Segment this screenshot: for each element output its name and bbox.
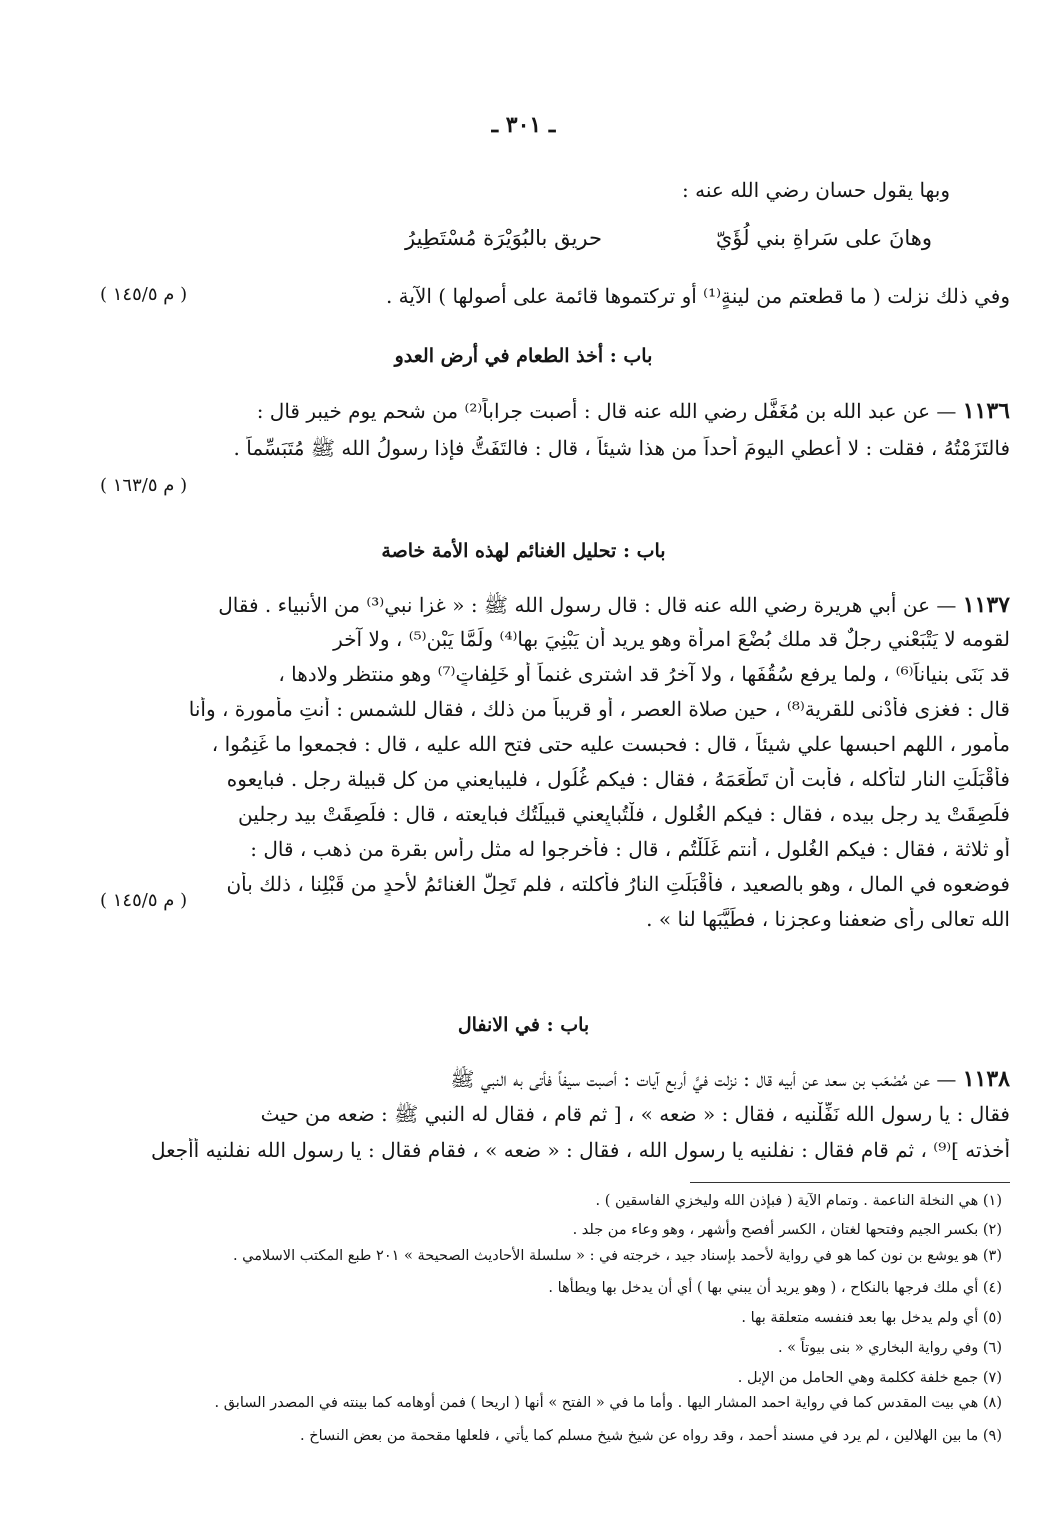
section2-reference: ( م ١٤٥/٥ ) [100, 890, 188, 911]
hadith-number: ١١٣٨ [962, 1066, 1010, 1092]
section-title-2: باب : تحليل الغنائم لهذه الأمة خاصة [381, 540, 666, 562]
hadith-1138-line-1 [100, 1066, 1010, 1096]
intro-line-3: وفي ذلك نزلت ( ما قطعتم من لينةٍ⁽¹⁾ أو تركتموها قائمة على أصولها ) الآية . [385, 284, 1010, 308]
hadith-1137-line-2: لقومه لا يَتْبَعْني رجلٌ قد ملك بُضْعَ امرأة وهو يريد أن يَبْنِيَ بها⁽⁴⁾ ولَمَّا يَبْنِ⁽⁵⁾ ، ولا آخر [333, 627, 1010, 651]
intro-line-1: وبها يقول حسان رضي الله عنه : [682, 178, 950, 202]
footnote-6: (٦) وفي رواية البخاري « بنى بيوتاً » . [777, 1340, 1002, 1356]
footnote-3: (٣) هو يوشع بن نون كما هو في رواية لأحمد بإسناد جيد ، خرجته في : « سلسلة الأحاديث الصحيحة » ٢٠١ طبع المكتب الاسلامي . [232, 1248, 1002, 1264]
hadith-text: — عن مُصْعَب بن سعد عن أبيه قال : نزلت فيَّ أربع آيات : أصبت سيفاً فأتى به النبي ﷺ [450, 1067, 957, 1091]
verse-hemistich-b: حريق بالبُوَيْرَة مُسْتَطِيرُ [404, 226, 602, 250]
hadith-1137-line-10: الله تعالى رأى ضعفنا وعجزنا ، فطَيَّبَها لنا » . [646, 907, 1010, 931]
hadith-1137-line-9: فوضعوه في المال ، وهو بالصعيد ، فأقْبَلَتِ النارُ فأكلته ، فلم تَحِلَّ الغنائمُ لأحدٍ من قَبْلِنا ، ذلك بأن [226, 872, 1010, 896]
footnote-divider [690, 1182, 1010, 1183]
hadith-1136-line-2: فالتَزَمْتُهُ ، فقلت : لا أعطي اليومَ أحداً من هذا شيئاً ، قال : فالتَفَتُّ فإذا رسولُ الله ﷺ مُتَبَسِّماً . [233, 436, 1010, 460]
footnote-8: (٨) هي بيت المقدس كما في رواية احمد المشار اليها . وأما ما في « الفتح » أنها ( اريحا ) فمن أوهامه كما بينته في المصدر السابق . [214, 1395, 1002, 1411]
footnote-1: (١) هي النخلة الناعمة . وتمام الآية ( فبإذن الله وليخزي الفاسقين ) . [595, 1193, 1002, 1209]
hadith-1137-line-8: أو ثلاثة ، فقال : فيكم الغُلول ، أنتم غَلَلْتُم ، قال : فأخرجوا له مثل رأس بقرة من ذهب ، قال : [250, 837, 1010, 861]
footnote-2: (٢) بكسر الجيم وفتحها لغتان ، الكسر أفصح وأشهر ، وهو وعاء من جلد . [572, 1222, 1002, 1238]
hadith-1137-line-7: فلَصِقَتْ يد رجل بيده ، فقال : فيكم الغُلول ، فلْتُبايِعني قبيلَتُك فبايعته ، قال : فلَصِقَتْ بيد رجلين [238, 802, 1010, 826]
hadith-1138-line-3: أخذته ]⁽⁹⁾ ، ثم قام فقال : نفلنيه يا رسول الله ، فقال : « ضعه » ، فقام فقال : يا رسول الله نفلنيه أأجعل [150, 1138, 1010, 1162]
hadith-1138-line-2: فقال : يا رسول الله نَفِّلْنيه ، فقال : « ضعه » ، [ ثم قام ، فقال له النبي ﷺ : ضعه من حيث [260, 1102, 1010, 1126]
hadith-text: — عن عبد الله بن مُغَفَّل رضي الله عنه قال : أصبت جراباً⁽²⁾ من شحم يوم خيبر قال : [256, 399, 957, 423]
verse-hemistich-a: وهانَ على سَراةِ بني لُؤَيّ [715, 226, 932, 250]
hadith-1137-line-1 [100, 592, 1010, 622]
hadith-number: ١١٣٧ [962, 592, 1010, 618]
hadith-1137-line-4: قال : فغزى فأدْنى للقرية⁽⁸⁾ ، حين صلاة العصر ، أو قريباً من ذلك ، فقال للشمس : أنتِ مأمورة ، وأنا [188, 697, 1010, 721]
hadith-1137-line-3: قد بَنَى بنياناً⁽⁶⁾ ، ولما يرفع سُقُفَها ، ولا آخرُ قد اشترى غنماً أو خَلِفاتٍ⁽⁷⁾ وهو منتظر ولادها ، [278, 662, 1010, 686]
section-title-3: باب : في الانفال [457, 1014, 590, 1036]
section-title-1: باب : أخذ الطعام في أرض العدو [394, 345, 653, 367]
hadith-text: — عن أبي هريرة رضي الله عنه قال : قال رسول الله ﷺ : « غزا نبي⁽³⁾ من الأنبياء . فقال [218, 593, 957, 617]
footnote-7: (٧) جمع خلفة ككلمة وهي الحامل من الإبل . [737, 1370, 1002, 1386]
hadith-number: ١١٣٦ [962, 398, 1010, 424]
hadith-1137-line-6: فأقْبَلَتِ النار لتأكله ، فأبت أن تَطْعَمَهُ ، فقال : فيكم غُلُول ، فليبايعني من كل قبيلة رجل . فبايعوه [226, 767, 1010, 791]
footnote-5: (٥) أي ولم يدخل بها بعد فنفسه متعلقة بها . [741, 1310, 1002, 1326]
hadith-1136-line-1 [100, 398, 1010, 424]
intro-reference: ( م ١٤٥/٥ ) [100, 284, 188, 305]
page-number: ـ ٣٠١ ـ [491, 112, 556, 138]
footnote-4: (٤) أي ملك فرجها بالنكاح ، ( وهو يريد أن يبني بها ) أي أن يدخل بها ويطأها . [548, 1280, 1002, 1296]
section1-reference: ( م ١٦٣/٥ ) [100, 475, 188, 496]
hadith-1137-line-5: مأمور ، اللهم احبسها علي شيئاً ، قال : فحبست عليه حتى فتح الله عليه ، قال : فجمعوا ما غَنِمُوا ، [211, 732, 1010, 756]
footnote-9: (٩) ما بين الهلالين ، لم يرد في مسند أحمد ، وقد رواه عن شيخ شيخ مسلم كما يأتي ، فلعلها مقحمة من بعض النساخ . [300, 1428, 1002, 1444]
